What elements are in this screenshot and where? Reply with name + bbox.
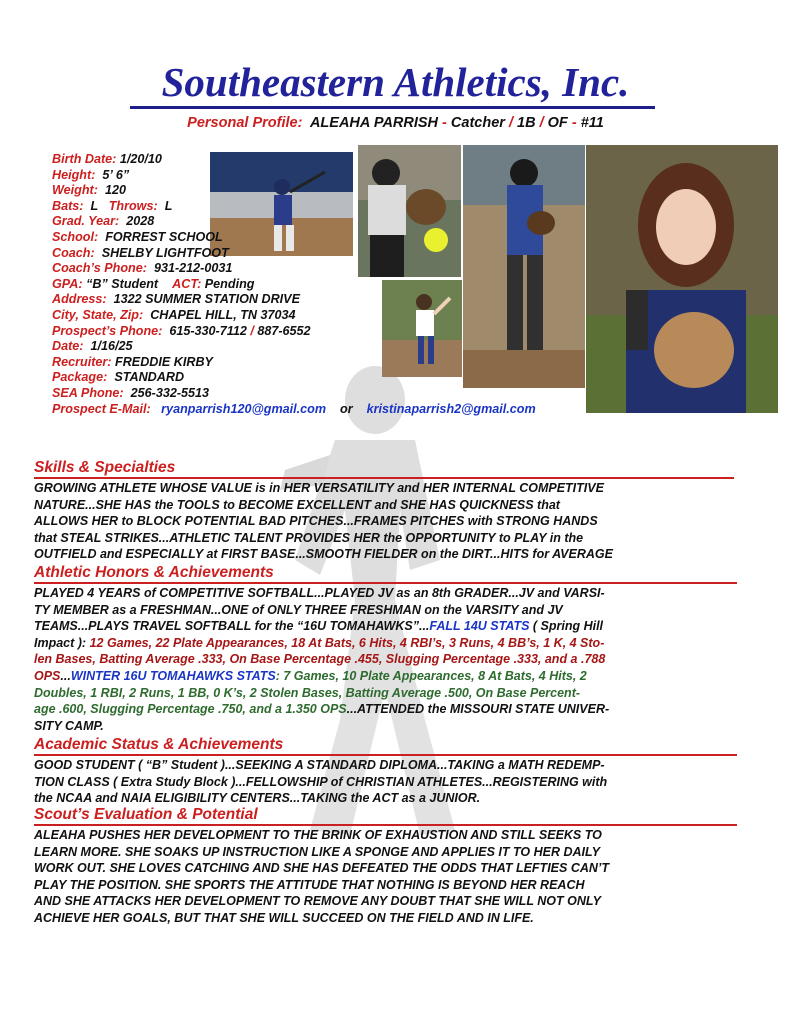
weight-row: Weight: 120	[52, 183, 126, 198]
recruiter-row: Recruiter: FREDDIE KIRBY	[52, 354, 213, 369]
package-row: Package: STANDARD	[52, 370, 185, 385]
skills-text: GROWING ATHLETE WHOSE VALUE is in HER VERSATILITY and HER INTERNAL COMPETITIVE NATURE...SHE HAS the TOOLS to BECOME EXCELLENT and SHE HAS QUICKNESS that ALLOWS HER to BLOCK POTENTIAL BAD PITCHES...FRAMES PITCHES with STRONG HANDS that STEAL STRIKES...ATHLETIC TALENT PROVIDES HER the OPPORTUNITY to PLAY in the OUTFIELD and ESPECIALLY at FIRST BASE...SMOOTH FIELDER on the DIRT...HITS for AVERAGE	[34, 481, 613, 562]
position-catcher: Catcher	[450, 115, 505, 131]
honors-text: PLAYED 4 YEARS of COMPETITIVE SOFTBALL...PLAYED JV as an 8th GRADER...JV and VARSI- TY MEMBER as a FRESHMAN...ONE of ONLY THREE FRESHMAN on the VARSITY and JV TEAMS...PLAYS TRAVEL SOFTBALL for the “16U TOMAHAWKS”...FALL 14U STATS ( Spring Hill Impact ): 12 Games, 22 Plate Appearances, 18 At Bats, 6 Hits, 4 RBI’s, 3 Runs, 4 BB’s, 1 K, 4 Sto- len Bases, Batting Average .333, On Base Percentage .455, Slugging Percentage .333, and a .788 OPS...WINTER 16U TOMAHAWKS STATS: 7 Games, 10 Plate Appearances, 8 At Bats, 4 Hits, 2 Doubles, 1 RBI, 2 Runs, 1 BB, 0 K’s, 2 Stolen Bases, Batting Average .500, On Base Percent- age .600, Slugging Percentage .750, and a 1.350 OPS...ATTENDED the MISSOURI STATE UNIVER- SITY CAMP.	[34, 586, 610, 733]
skills-heading: Skills & Specialties	[34, 459, 176, 476]
subtitle-separator: -	[438, 115, 451, 131]
scout-text: ALEAHA PUSHES HER DEVELOPMENT TO THE BRINK OF EXHAUSTION AND STILL SEEKS TO LEARN MORE. SHE SOAKS UP INSTRUCTION LIKE A SPONGE AND APPLIES IT TO HER DAILY WORK OUT. SHE LOVES CATCHING AND SHE HAS DEFEATED THE ODDS THAT LEFTIES CAN’T PLAY THE POSITION. SHE SPORTS THE ATTITUDE THAT NOTHING IS BEYOND HER REACH AND SHE ATTACKS HER DEVELOPMENT TO REMOVE ANY DOUBT THAT SHE WILL NOT ONLY ACHIEVE HER GOALS, BUT THAT SHE WILL SUCCEED ON THE FIELD AND IN LIFE.	[34, 828, 610, 925]
position-outfield: OF	[547, 115, 568, 131]
academic-rule	[34, 754, 737, 756]
grad-year-row: Grad. Year: 2028	[52, 214, 155, 229]
scout-rule	[34, 824, 737, 826]
address-row: Address: 1322 SUMMER STATION DRIVE	[52, 292, 300, 307]
coach-row: Coach: SHELBY LIGHTFOOT	[52, 245, 229, 260]
honors-rule	[34, 582, 737, 584]
gpa-act-row: GPA: “B” Student ACT: Pending	[52, 276, 255, 291]
subtitle-slash: /	[535, 115, 548, 131]
school-row: School: FORREST SCHOOL	[52, 229, 223, 244]
email-row: Prospect E-Mail: ryanparrish120@gmail.com or kristinaparrish2@gmail.com	[52, 401, 536, 416]
date-row: Date: 1/16/25	[52, 339, 133, 354]
title-underline	[130, 106, 655, 109]
coach-phone-row: Coach’s Phone: 931-212-0031	[52, 261, 233, 276]
personal-info	[52, 152, 612, 417]
city-state-zip-row: City, State, Zip: CHAPEL HILL, TN 37034	[52, 307, 296, 322]
athlete-name: ALEAHA PARRISH	[309, 115, 439, 131]
academic-heading: Academic Status & Achievements	[34, 736, 284, 753]
page-title: Southeastern Athletics, Inc.	[161, 59, 630, 105]
email-link-2[interactable]: kristinaparrish2@gmail.com	[366, 401, 536, 416]
skills-rule	[34, 477, 734, 479]
sea-phone-row: SEA Phone: 256-332-5513	[52, 385, 210, 400]
subtitle-label: Personal Profile:	[187, 115, 303, 131]
prospect-phone-row: Prospect’s Phone: 615-330-7112 / 887-6552	[52, 323, 311, 338]
bats-throws-row: Bats: L Throws: L	[52, 198, 173, 213]
subtitle-slash: /	[504, 115, 518, 131]
birth-date-row: Birth Date: 1/20/10	[52, 152, 162, 166]
scout-heading: Scout’s Evaluation & Potential	[34, 806, 258, 823]
portrait-photo	[586, 145, 778, 413]
email-link-1[interactable]: ryanparrish120@gmail.com	[161, 401, 327, 416]
position-first-base: 1B	[517, 115, 536, 131]
academic-text: GOOD STUDENT ( “B” Student )...SEEKING A STANDARD DIPLOMA...TAKING a MATH REDEMP- TION CLASS ( Extra Study Block )...FELLOWSHIP of CHRISTIAN ATHLETES...REGISTERING with the NCAA and NAIA ELIGIBILITY CENTERS...TAKING the ACT as a JUNIOR.	[34, 758, 608, 806]
height-row: Height: 5’ 6”	[52, 167, 130, 182]
jersey-number: #11	[580, 115, 604, 131]
profile-subtitle	[0, 116, 791, 131]
honors-heading: Athletic Honors & Achievements	[34, 564, 274, 581]
subtitle-separator: -	[567, 115, 581, 131]
